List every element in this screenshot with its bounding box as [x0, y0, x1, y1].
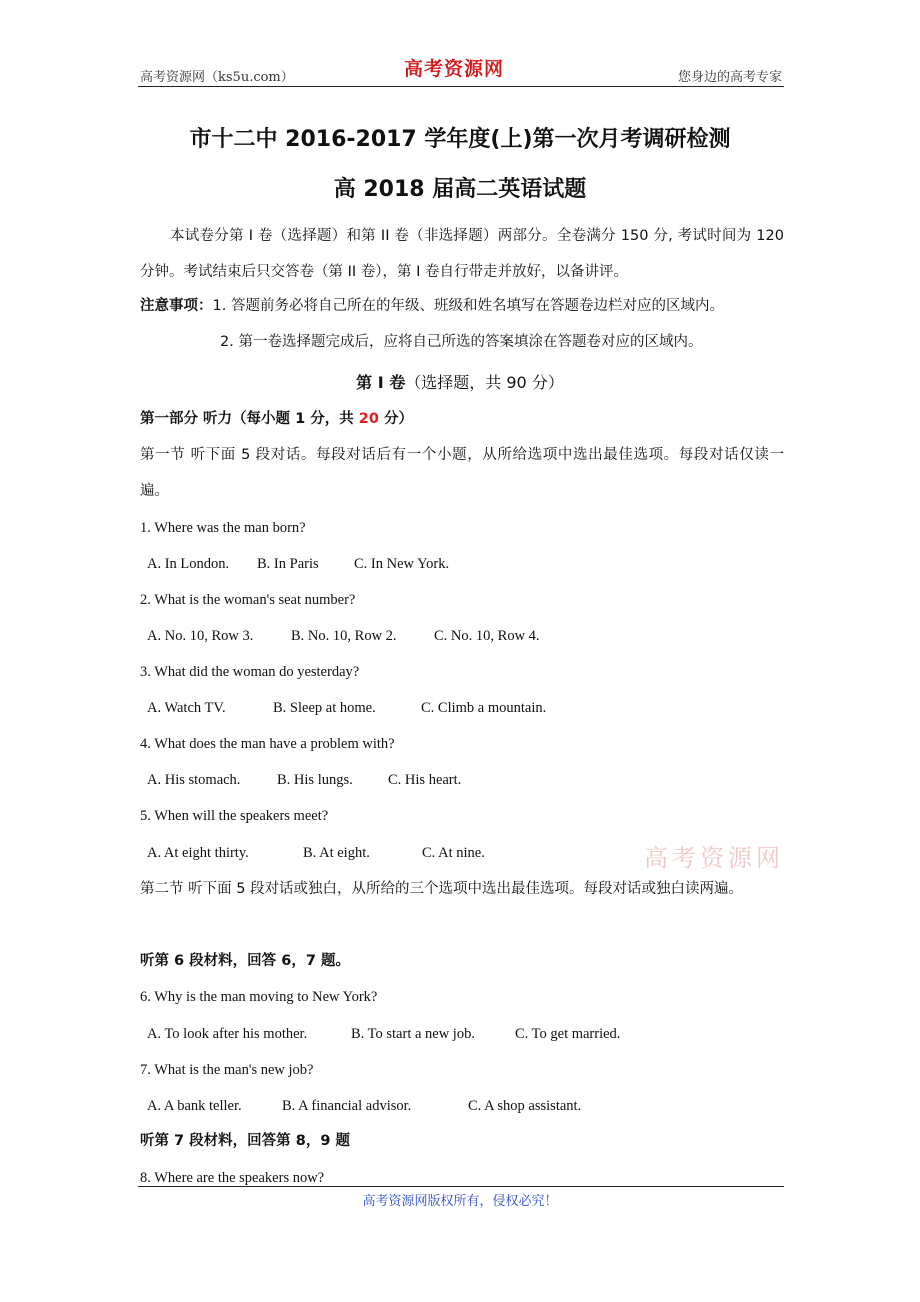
header-site-name: 高考资源网（ks5u.com） — [140, 70, 294, 85]
question-1: 1. Where was the man born? — [140, 520, 306, 536]
notes-label: 注意事项： — [140, 298, 213, 314]
intro-paragraph: 本试卷分第 I 卷（选择题）和第 II 卷（非选择题）两部分。全卷满分 150 分, 考试时间为 120 分钟。考试结束后只交答卷（第 II 卷），第 I 卷自行带走并放好，以备讲评。 — [140, 228, 784, 280]
option-c: C. No. 10, Row 4. — [434, 628, 540, 644]
question-5: 5. When will the speakers meet? — [140, 808, 329, 824]
part1-suffix: 分） — [378, 411, 414, 427]
option-a: A. To look after his mother. — [147, 1026, 308, 1042]
option-a: A. No. 10, Row 3. — [147, 628, 254, 644]
volume-subtitle: （选择题，共 90 分） — [405, 373, 564, 392]
exam-subtitle: 高 2018 届高二英语试题 — [333, 177, 587, 202]
option-b: B. A financial advisor. — [282, 1098, 412, 1114]
volume-heading — [0, 370, 920, 393]
option-b: B. In Paris — [257, 556, 319, 572]
option-a: A. At eight thirty. — [147, 845, 249, 861]
exam-title: 市十二中 2016-2017 学年度(上)第一次月考调研检测 — [189, 127, 731, 152]
question-2-options — [147, 623, 540, 649]
part1-heading — [140, 406, 413, 432]
section2-instructions: 第二节 听下面 5 段对话或独白，从所给的三个选项中选出最佳选项。每段对话或独白读两遍。 — [140, 881, 744, 897]
part1-prefix: 第一部分 听力（每小题 1 分，共 — [140, 411, 359, 427]
part1-points: 20 — [358, 411, 379, 427]
volume-title: 第 I 卷 — [356, 373, 406, 392]
question-7-options — [147, 1093, 581, 1119]
question-6: 6. Why is the man moving to New York? — [140, 989, 378, 1005]
option-a: A. In London. — [147, 556, 230, 572]
question-3: 3. What did the woman do yesterday? — [140, 664, 360, 680]
page-header — [138, 58, 784, 87]
option-c: C. At nine. — [422, 845, 485, 861]
option-a: A. His stomach. — [147, 772, 241, 788]
footer-copyright: 高考资源网版权所有，侵权必究！ — [362, 1194, 558, 1209]
question-1-options — [147, 551, 449, 577]
notes-item-1-text: 1. 答题前务必将自己所在的年级、班级和姓名填写在答题卷边栏对应的区域内。 — [212, 298, 724, 314]
footer-rule — [138, 1186, 784, 1187]
question-6-options — [147, 1021, 620, 1047]
option-c: C. A shop assistant. — [468, 1098, 582, 1114]
question-4: 4. What does the man have a problem with? — [140, 736, 395, 752]
option-b: B. Sleep at home. — [273, 700, 376, 716]
question-4-options — [147, 767, 461, 793]
option-c: C. In New York. — [354, 556, 450, 572]
question-3-options — [147, 695, 546, 721]
notes-item-1 — [140, 292, 800, 320]
header-slogan: 您身边的高考专家 — [677, 70, 782, 85]
header-logo: 高考资源网 — [404, 58, 505, 80]
question-8: 8. Where are the speakers now? — [140, 1170, 325, 1186]
question-5-options — [147, 840, 485, 866]
option-a: A. A bank teller. — [147, 1098, 242, 1114]
section1-instructions: 第一节 听下面 5 段对话。每段对话后有一个小题，从所给选项中选出最佳选项。每段对话仅读一遍。 — [140, 447, 784, 499]
option-b: B. No. 10, Row 2. — [291, 628, 397, 644]
notes-item-2: 2. 第一卷选择题完成后，应将自己所选的答案填涂在答题卷对应的区域内。 — [220, 334, 703, 350]
option-b: B. His lungs. — [277, 772, 353, 788]
option-b: B. To start a new job. — [351, 1026, 475, 1042]
option-c: C. His heart. — [388, 772, 462, 788]
watermark-logo: 高考资源网 — [644, 844, 784, 872]
option-b: B. At eight. — [303, 845, 370, 861]
option-c: C. To get married. — [515, 1026, 621, 1042]
option-a: A. Watch TV. — [147, 700, 226, 716]
material-6-note: 听第 6 段材料，回答 6，7 题。 — [140, 953, 350, 969]
question-7: 7. What is the man's new job? — [140, 1062, 314, 1078]
question-2: 2. What is the woman's seat number? — [140, 592, 356, 608]
option-c: C. Climb a mountain. — [421, 700, 547, 716]
material-7-note: 听第 7 段材料，回答第 8，9 题 — [140, 1133, 350, 1149]
